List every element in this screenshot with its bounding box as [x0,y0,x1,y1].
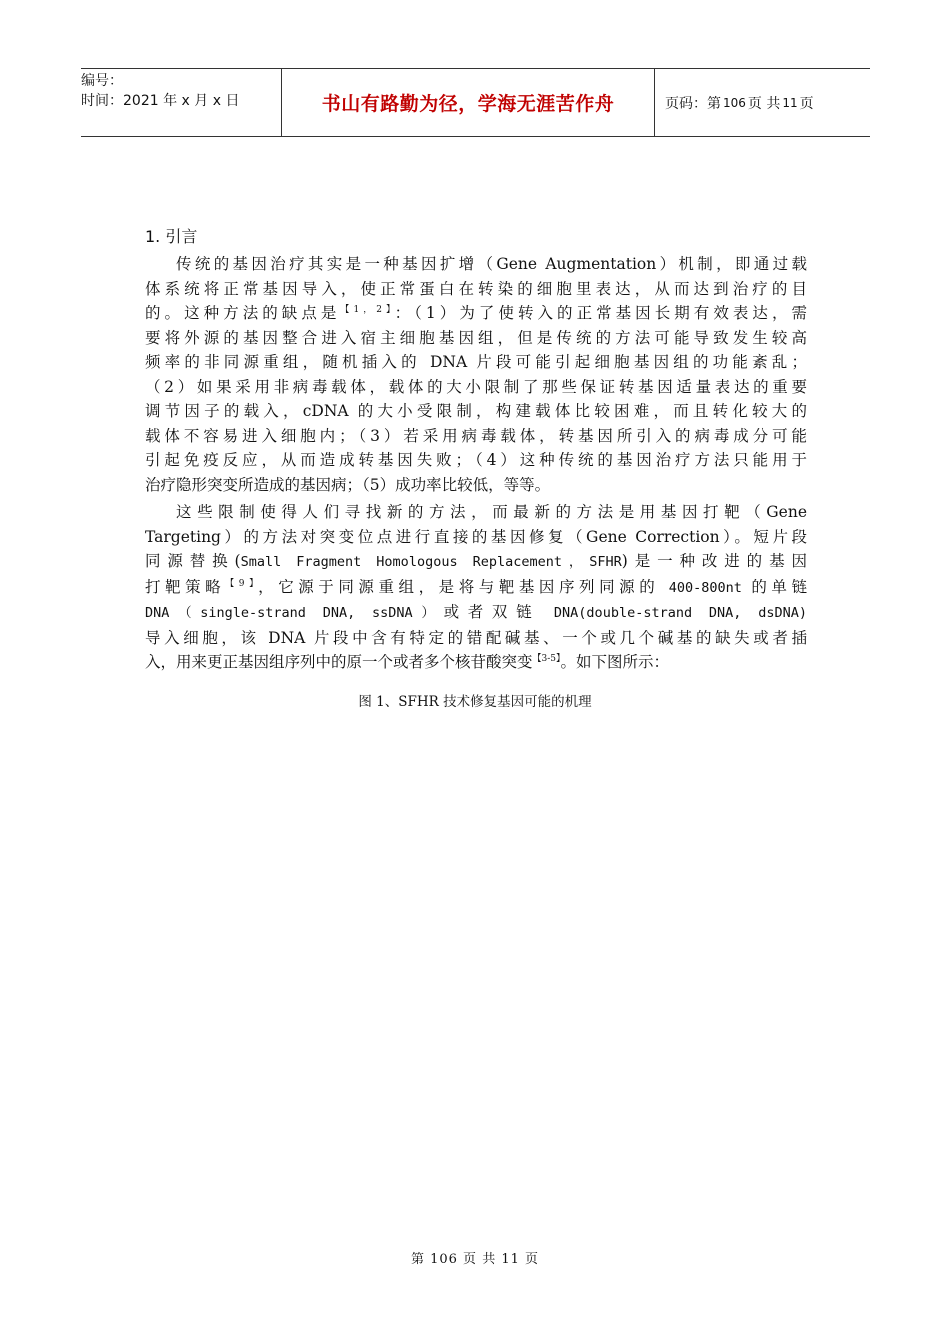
text-line: 体系统将正常基因导入，使正常蛋白在转染的细胞里表达，从而达到治疗的目 [145,279,807,298]
text-line: Targeting）的方法对突变位点进行直接的基因修复（Gene Correction）。短片段 [145,527,807,546]
text-line: 载体不容易进入细胞内；（3）若采用病毒载体，转基因所引入的病毒成分可能 [145,426,807,445]
header-page-mid: 页 共 [747,95,781,112]
text-line: 频率的非同源重组，随机插入的 DNA 片段可能引起细胞基因组的功能紊乱； [145,353,807,371]
text-line: DNA（single-strand DNA, ssDNA）或者双链 DNA(double-strand DNA, dsDNA) [145,603,807,621]
header-time-label: 时间：2021 年 x 月 x 日 [81,93,240,109]
text-line: 要将外源的基因整合进入宿主细胞基因组，但是传统的方法可能导致发生较高 [145,328,807,347]
text-line: 导入细胞，该 DNA 片段中含有特定的错配碱基、一个或几个碱基的缺失或者插 [145,628,807,647]
paragraph-1 [145,252,807,497]
text-line: 入，用来更正基因组序列中的原一个或者多个核苷酸突变$^{【3-5】}$。如下图所示： [145,653,670,671]
citation: 【1，2】 [340,305,395,315]
section-title: 1. 引言 [145,227,198,246]
text-line: 治疗隐形突变所造成的基因病；（5）成功率比较低，等等。 [145,475,551,494]
text-line: 同源替换(Small Fragment Homologous Replacement，SFHR)是一种改进的基因 [145,552,807,570]
text-line: 传统的基因治疗其实是一种基因扩增（Gene Augmentation）机制，即通过载 [176,255,807,273]
text-line: （2）如果采用非病毒载体，载体的大小限制了那些保证转基因适量表达的重要 [145,377,807,396]
header-meta [81,69,281,136]
paragraph-2 [145,500,807,675]
text-line: 引起免疫反应，从而造成转基因失败；（4）这种传统的基因治疗方法只能用于 [145,451,807,469]
citation: 【3-5】 [532,654,561,664]
header-page-number: 106 [723,95,746,110]
citation: 【9】 [225,578,259,589]
header-code-label: 编号： [81,73,123,89]
page-header [81,68,870,137]
text-line: 的。这种方法的缺点是$^{【1,2】}$：（1）为了使转入的正常基因长期有效表达，需 [145,304,807,322]
header-page-total: 11 [782,95,798,110]
text-line: 调节因子的载入，cDNA 的大小受限制，构建载体比较困难，而且转化较大的 [145,402,807,420]
header-page-info [655,69,870,136]
page-footer: 第 106 页 共 11 页 [410,1252,540,1267]
header-page-prefix: 页码：第 [665,95,721,112]
header-motto: 书山有路勤为径，学海无涯苦作舟 [281,69,655,136]
text-line: 打靶策略$^{【9】}$，它源于同源重组，是将与靶基因序列同源的 400-800nt 的单链 [145,577,807,596]
figure-caption: 图 1、SFHR 技术修复基因可能的机理 [358,694,592,710]
header-page-suffix: 页 [799,95,814,112]
text-line: 这些限制使得人们寻找新的方法，而最新的方法是用基因打靶（Gene [176,503,807,521]
